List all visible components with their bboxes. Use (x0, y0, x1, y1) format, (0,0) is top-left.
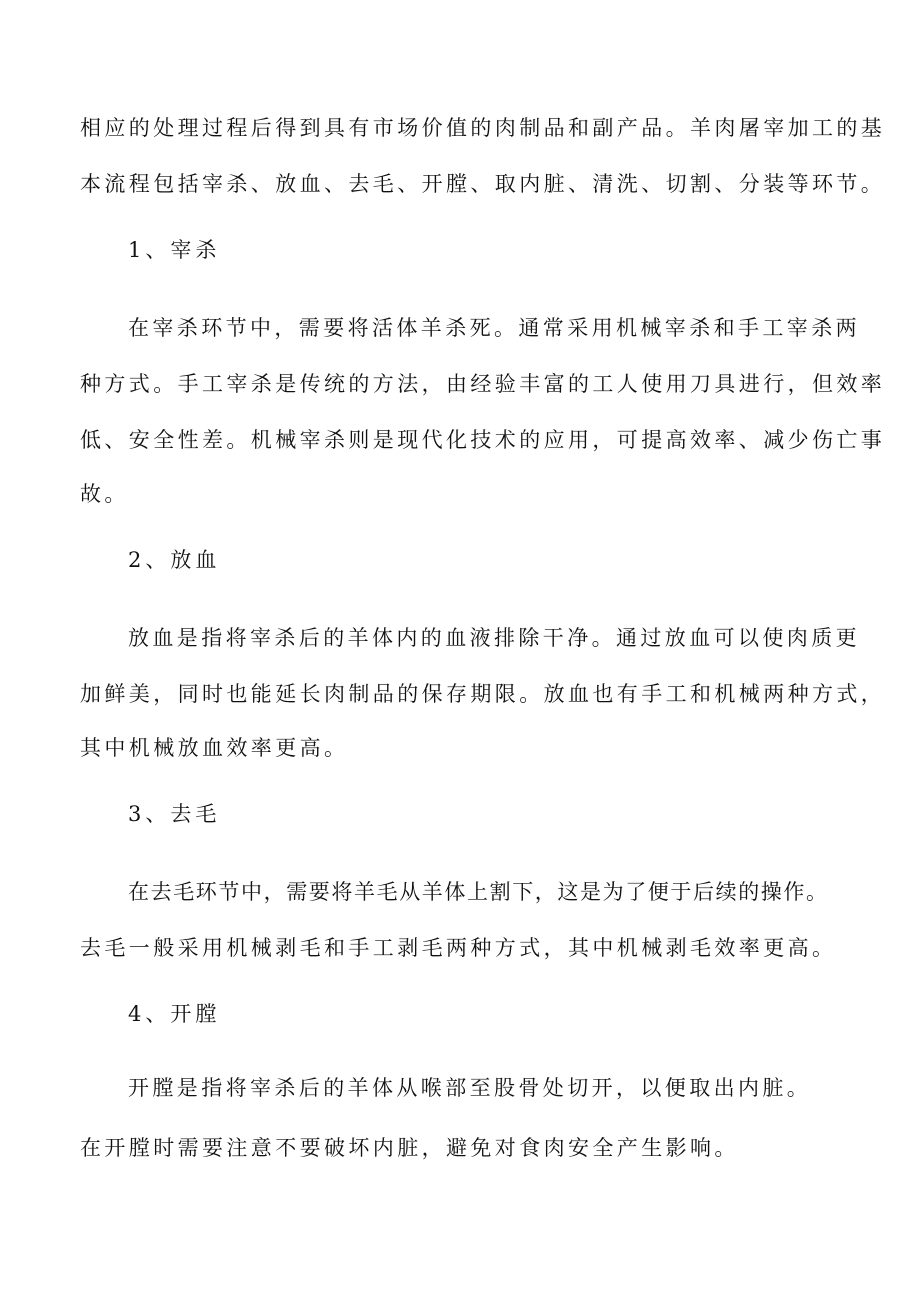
opening-line-2: 在开膛时需要注意不要破坏内脏，避免对食肉安全产生影响。 (80, 1136, 739, 1160)
dehairing-line-1: 在去毛环节中，需要将羊毛从羊体上割下，这是为了便于后续的操作。 (128, 880, 829, 904)
intro-line-2: 本流程包括宰杀、放血、去毛、开膛、取内脏、清洗、切割、分装等环节。 (80, 172, 886, 196)
bleeding-line-1: 放血是指将宰杀后的羊体内的血液排除干净。通过放血可以使肉质更 (128, 626, 860, 650)
section-heading-opening: 4、开膛 (128, 1002, 221, 1026)
bleeding-line-2: 加鲜美，同时也能延长肉制品的保存期限。放血也有手工和机械两种方式， (80, 682, 886, 706)
slaughter-line-1: 在宰杀环节中，需要将活体羊杀死。通常采用机械宰杀和手工宰杀两 (128, 316, 860, 340)
slaughter-line-3: 低、安全性差。机械宰杀则是现代化技术的应用，可提高效率、减少伤亡事 (80, 428, 886, 452)
bleeding-line-3: 其中机械放血效率更高。 (80, 736, 349, 760)
opening-line-1: 开膛是指将宰杀后的羊体从喉部至股骨处切开，以便取出内脏。 (128, 1076, 812, 1100)
slaughter-line-4: 故。 (80, 482, 129, 506)
dehairing-line-2: 去毛一般采用机械剥毛和手工剥毛两种方式，其中机械剥毛效率更高。 (80, 936, 837, 960)
intro-line-1: 相应的处理过程后得到具有市场价值的肉制品和副产品。羊肉屠宰加工的基 (80, 116, 886, 140)
section-heading-dehairing: 3、去毛 (128, 802, 221, 826)
slaughter-line-2: 种方式。手工宰杀是传统的方法，由经验丰富的工人使用刀具进行，但效率 (80, 372, 886, 396)
section-heading-bleeding: 2、放血 (128, 548, 221, 572)
section-heading-slaughter: 1、宰杀 (128, 238, 221, 262)
